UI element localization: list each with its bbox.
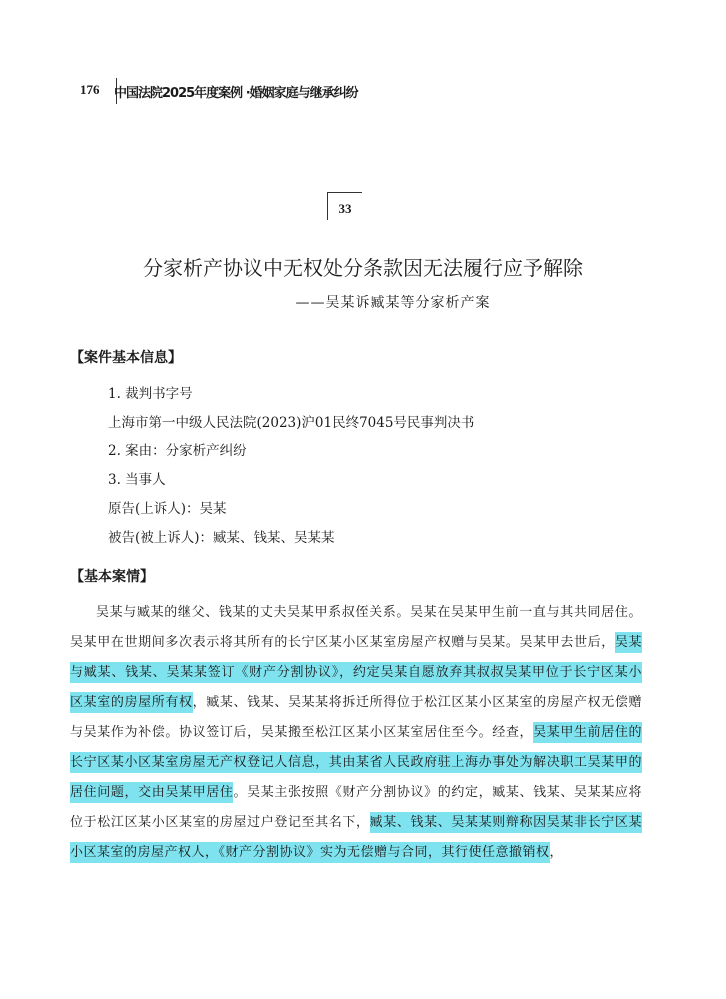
info-line: 1. 裁判书字号: [108, 386, 193, 402]
case-subtitle: ——吴某诉臧某等分家析产案: [295, 295, 491, 311]
highlighted-segment: 吴某与臧某、钱某、吴某某签订《财产分割协议》，约定吴某自愿放弃其叔叔吴某甲位于长宁区某小区某室的房屋所有权: [70, 632, 642, 713]
case-number: 33: [338, 201, 352, 216]
facts-text: [70, 598, 642, 868]
info-line: 2. 案由：分家析产纠纷: [108, 443, 247, 459]
info-line: 原告(上诉人)：吴某: [108, 501, 227, 517]
facts-paragraph: [70, 598, 642, 868]
info-line: 被告(被上诉人)：臧某、钱某、吴某某: [108, 530, 335, 546]
info-line: 3. 当事人: [108, 472, 166, 488]
highlighted-segment: 吴某甲生前居住的长宁区某小区某室房屋无产权登记人信息，其由某省人民政府驻上海办事处为解决职工吴某甲的居住问题，交由吴某甲居住: [70, 722, 642, 803]
info-line: 上海市第一中级人民法院(2023)沪01民终7045号民事判决书: [108, 415, 475, 431]
case-title: 分家析产协议中无权处分条款因无法履行应予解除: [143, 256, 583, 280]
text-segment: 。吴某主张按照《财产分割协议》的约定，臧某、钱某、吴某某应将位于松江区某小区某室的房屋过户登记至其名下，: [70, 785, 642, 830]
text-segment: ，臧某、钱某、吴某某将拆迁所得位于松江区某小区某室的房屋产权无偿赠与吴某作为补偿。协议签订后，吴某搬至松江区某小区某室居住至今。经查，: [70, 695, 642, 740]
text-segment: ，: [549, 845, 564, 860]
text-segment: 吴某与臧某的继父、钱某的丈夫吴某甲系叔侄关系。吴某在吴某甲生前一直与其共同居住。吴某甲在世期间多次表示将其所有的长宁区某小区某室房屋产权赠与吴某。吴某甲去世后，: [70, 605, 642, 650]
highlighted-segment: 臧某、钱某、吴某某则辩称因吴某非长宁区某小区某室的房屋产权人，《财产分割协议》实为无偿赠与合同，其行使任意撤销权: [70, 812, 642, 863]
running-header: [0, 78, 726, 104]
basic-info-heading: 【案件基本信息】: [70, 350, 182, 366]
page-number: 176: [80, 82, 100, 97]
facts-heading: 【基本案情】: [70, 569, 154, 585]
book-title: 中国法院2025年度案例 ·婚姻家庭与继承纠纷: [114, 86, 358, 101]
case-number-box: [327, 192, 362, 220]
